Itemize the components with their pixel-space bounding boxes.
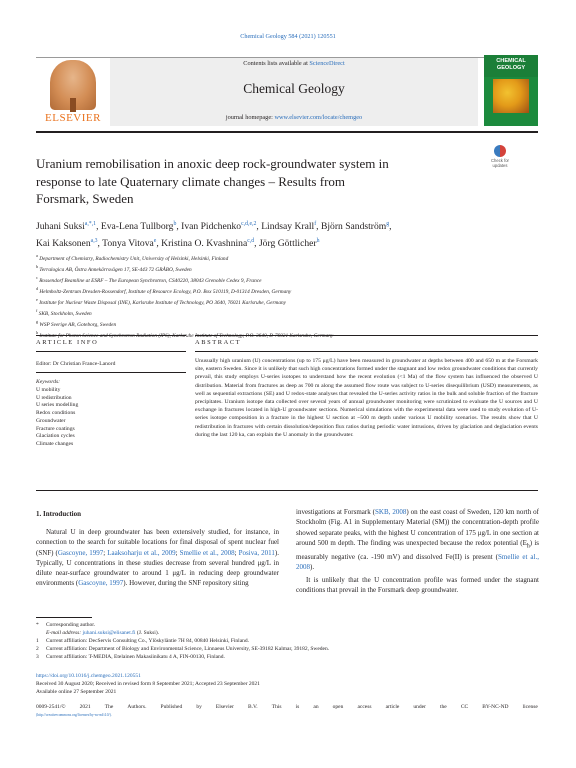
footnote-mark: 3 [36,654,39,660]
affiliation-text: Department of Chemistry, Radiochemistry Unit, University of Helsinki, Helsinki, Finland [39,255,229,262]
text-segment: ; [175,548,180,557]
homepage-line [110,114,478,121]
affiliation [36,252,538,263]
check-for-updates-button[interactable] [486,145,514,171]
doi-link[interactable]: https://doi.org/10.1016/j.chemgeo.2021.120551 [36,673,141,679]
author-separator: , [389,221,392,233]
author-separator: , [176,221,182,233]
license-word: Published [160,704,183,710]
journal-cover[interactable] [484,55,538,126]
header-bottom-rule [36,131,538,133]
license-word: CC [460,704,469,710]
license-link[interactable]: (http://creativecommons.org/licenses/by-nc-nd/4.0/). [36,713,112,717]
introduction-paragraph: It is unlikely that the U concentration profile was formed under the stagnant conditions that prevail in the Forsmark deep groundwater. [296,576,539,595]
abstract-heading-rule [195,351,538,352]
citation-link[interactable]: Laaksoharju et al., 2009 [107,548,176,557]
contents-line [110,60,478,67]
affiliation-mark: b [36,263,39,269]
abstract-heading: ABSTRACT [195,339,242,346]
affiliation [36,263,538,274]
author-superscript[interactable]: c,d,e,2 [241,221,257,227]
crossmark-label-2: updates [492,163,508,168]
editor-line: Editor: Dr Christian France-Lanord [36,361,116,367]
homepage-prefix: journal homepage: [225,114,275,121]
footnote [36,637,538,645]
affiliation-text: Institute for Photon Science and Synchrotron Radiation (IPS), Karlsruhe Institute of Technology, P.O. 3640, D-76021 Karlsruhe, Germany [39,332,334,339]
license-word: an [313,704,319,710]
author-separator: , [156,238,162,250]
text-segment: investigations at Forsmark ( [296,508,376,516]
keyword: Fracture coatings [36,425,75,432]
affiliation-mark: g [36,318,39,324]
journal-citation[interactable]: Chemical Geology 584 (2021) 120551 [240,33,336,40]
footnote-text: Corresponding author. [46,622,96,628]
footnote-text [46,629,159,637]
keyword: U series modelling [36,402,79,409]
title-line-2: response to late Quaternary climate changes – Results from [36,173,346,189]
footnote-text: Current affiliation: T-MEDIA, Etelainen Makasiinikatu 4 A, FIN-00130, Finland. [46,654,225,660]
text-segment: ). Typically, U concentrations in these studies decrease from several hundred μg/L in dilute near-surface groundwater to around 1 μg/L in reducing deep groundwater environments ( [36,548,279,588]
email-label: E-mail address: [46,630,83,636]
license-word: article [385,704,400,710]
footnote-rule [36,617,92,618]
citation-link[interactable]: Gascoyne, 1997 [78,579,124,588]
affiliation-list [36,252,538,340]
footnote-text: Current affiliation: DecServis Consulting Co., Ylöskyläntie 7H 84, 00840 Helsinki, Finland. [46,638,250,644]
license-word: This [271,704,282,710]
introduction-heading: 1. Introduction [36,510,81,518]
affiliation-text: Terralogica AB, Östra Annekärrsvägen 17, SE-443 72 GRÅBO, Sweden [39,266,192,273]
author-name: Jörg Göttlicher [258,238,317,250]
license-word: Authors. [127,704,147,710]
keyword: Redox conditions [36,410,76,417]
footnote [36,629,538,637]
footnote-mark: * [36,622,39,628]
author-superscript[interactable]: c,d [247,238,255,245]
author-superscript[interactable]: e [153,238,157,245]
author-separator: , [316,221,321,233]
sciencedirect-link[interactable]: ScienceDirect [309,60,345,67]
keyword: Groundwater [36,417,66,424]
introduction-paragraph [36,527,279,589]
license-word: is [295,704,300,710]
text-segment: Natural U in deep groundwater has been extensively studied, for instance, in connection to the search for suitable locations for final disposal of spent nuclear fuel (SNF) ( [36,528,279,557]
author-separator: , [96,221,101,233]
keyword: U mobility [36,387,61,393]
citation-link[interactable]: Posiva, 2011 [238,548,275,557]
cover-title-line-1: CHEMICAL [496,58,526,64]
article-info-rule [36,335,186,336]
footnote [36,653,538,661]
author-superscript[interactable]: a,*,1 [84,221,97,227]
license-word: license [522,704,538,710]
cover-title [484,58,538,71]
author-name: Juhani Suksi [36,221,85,233]
license-word: the [440,704,447,710]
affiliation-mark: a [36,253,38,258]
email-suffix: (J. Suksi). [135,630,160,636]
introduction-paragraph [296,507,539,572]
abstract-text: Unusually high uranium (U) concentrations (up to 175 μg/L) have been measured in groundwater at depths between 400 and 650 m at the Forsmark site, eastern Sweden. Since it is unlikely that such high concentrations formed under the stagnant and low redox groundwater conditions that currently prevail, this study employs U-series isotopes to understand how the recent evolution (<1 Ma) of the flow system has influenced the observed U distribution. Material from fractures as deep as 700 m along the assumed flow route was subject to U-series disequilibrium (USD) measurements, as well as sequential extractions (SE) and U redox-state analyses that revealed the U-series activity ratios in the bulk and soluble fraction of the fracture precipitates. Uranium isotope data collected over several years of annual groundwater monitoring were scrutinized to evaluate the U sources and U exchange in fractures located in high-U groundwater sections. Numerical simulations with the experimental data were used to study evolution of U-series isotope composition in a fracture in the highest U section at ~500 m depth under various U mobility scenarios. The results show that U redistribution in fractures with certain dissolution/deposition flux ratios during periodic water intrusions, driven by glaciation and deglaciation events during the last 120 ka, can explain the U anomaly in the groundwater. [195,358,538,438]
keyword: Glaciation cycles [36,433,75,440]
license-word: 0009-2541/© [36,704,66,710]
text-segment: ) is measurably negative (ca. -190 mV) and dissolved Fe(II) is present ( [296,538,540,561]
elsevier-tree-trunk [70,98,76,112]
title-line-3: Forsmark, Sweden [36,191,134,206]
author-separator: , [254,238,259,250]
author-superscript[interactable]: f [314,221,317,227]
introduction-left-column [36,527,279,589]
abstract-rule [195,335,538,336]
affiliation-mark: h [36,329,39,335]
text-segment: ; [234,548,239,557]
footnote-mark: 1 [36,638,39,644]
text-segment: ; [103,548,108,557]
cover-title-line-2: GEOLOGY [496,64,526,71]
license-text [36,703,538,711]
affiliation [36,274,538,285]
crossmark-label-1: Check for [491,158,509,163]
text-segment: ) on the east coast of Sweden, 120 km north of Stockholm (Fig. A1 in Supplementary Material (SM)) the concentration-depth profile showed separate peaks, with the highest U concentration of 175 μg/L in one section at around 500 m depth. The finding was unexpected because the redox potential (E [296,508,539,547]
author-superscript[interactable]: a,3 [90,238,98,245]
author-name: Tonya Vitova [102,238,154,250]
text-segment: ). [310,562,315,571]
license-word: 2021 [79,704,91,710]
license-word: open [332,704,344,710]
license-word: Elsevier [215,704,234,710]
subscript: h [526,543,530,550]
article-info-heading-rule [36,351,186,352]
footnote [36,645,538,653]
author-name: Björn Sandström [320,221,387,233]
keywords-title: Keywords: [36,379,61,385]
homepage-link[interactable]: www.elsevier.com/locate/chemgeo [274,114,363,121]
affiliation [36,307,538,318]
author-name: Lindsay Krall [261,221,315,233]
license-word: by [196,704,202,710]
author-superscript[interactable]: g [386,221,390,227]
footnote-list [36,621,538,661]
footnote [36,621,538,629]
affiliation-text: WSP Sverige AB, Goteborg, Sweden [39,321,117,328]
title-line-1: Uranium remobilisation in anoxic deep rock-groundwater system in [36,156,389,171]
license-word: B.V. [248,704,258,710]
affiliation-text: Helmholtz-Zentrum Dresden-Rossendorf, Institute of Resource Ecology, P.O. Box 510119, D-01314 Dresden, Germany [39,288,292,295]
license-word: access [357,704,372,710]
keyword: U redistribution [36,394,72,401]
affiliation [36,285,538,296]
contents-prefix: Contents lists available at [243,60,310,67]
author-separator: , [256,221,262,233]
publication-info [36,672,538,696]
article-title [36,155,456,208]
affiliation [36,318,538,329]
footnote-text: Current affiliation: Department of Biology and Environmental Science, Linnaeus University, SE-39182 Kalmar, 39182, Sweden. [46,646,330,652]
article-info-heading: ARTICLE INFO [36,339,99,346]
introduction-right-column [296,507,539,596]
affiliation-text: Institute for Nuclear Waste Disposal (INE), Karlsruhe Institute of Technology, PO 3640, 76021 Karlsruhe, Germany [39,299,286,306]
elsevier-logo [38,58,108,126]
license-word: BY-NC-ND [482,704,509,710]
author-name: Eva-Lena Tullborg [100,221,174,233]
citation-link[interactable]: Gascoyne, 1997 [57,548,104,557]
citation-link[interactable]: SKB, 2008 [375,508,407,516]
affiliation-mark: e [36,296,38,302]
author-name: Ivan Pidchenko [181,221,242,233]
text-segment: ). However, during the SNF repository siting [123,579,249,588]
author-name: Kristina O. Kvashnina [161,238,248,250]
author-list [36,217,506,251]
author-name: Kai Kaksonen [36,238,91,250]
license-word: The [104,704,114,710]
abstract-bottom-rule [36,490,538,491]
available-online-date: Available online 27 September 2021 [36,689,117,695]
license-word: under [413,704,426,710]
author-superscript[interactable]: h [316,238,320,245]
citation-link[interactable]: Smellie et al., 2008 [179,548,235,557]
license-block [36,703,538,719]
affiliation-mark: f [36,307,38,313]
author-separator: , [97,238,103,250]
editor-rule [36,372,186,373]
keyword: Climate changes [36,440,74,447]
affiliation-mark: d [36,285,39,291]
crossmark-icon [494,145,506,157]
received-dates: Received 30 August 2020; Received in revised form 8 September 2021; Accepted 23 September 2021 [36,681,260,687]
affiliation-mark: c [36,274,38,280]
email-link[interactable]: juhani.suksi@elisanet.fi [82,630,136,636]
author-superscript[interactable]: b [173,221,177,227]
citation-link[interactable]: Smellie et al., 2008 [296,552,539,571]
affiliation-text: SKB, Stockholm, Sweden [38,310,92,317]
crossmark-label [486,158,514,168]
cover-image [493,79,529,113]
footnote-mark [36,629,46,637]
affiliation-text: Rossendorf Beamline at ESRF – The European Synchrotron, CS40220, 38043 Grenoble Cedex 9, France [39,277,262,284]
affiliation [36,296,538,307]
journal-name: Chemical Geology [243,81,345,96]
keyword-list [36,387,186,449]
footnote-mark: 2 [36,646,39,652]
elsevier-wordmark: ELSEVIER [45,112,101,124]
